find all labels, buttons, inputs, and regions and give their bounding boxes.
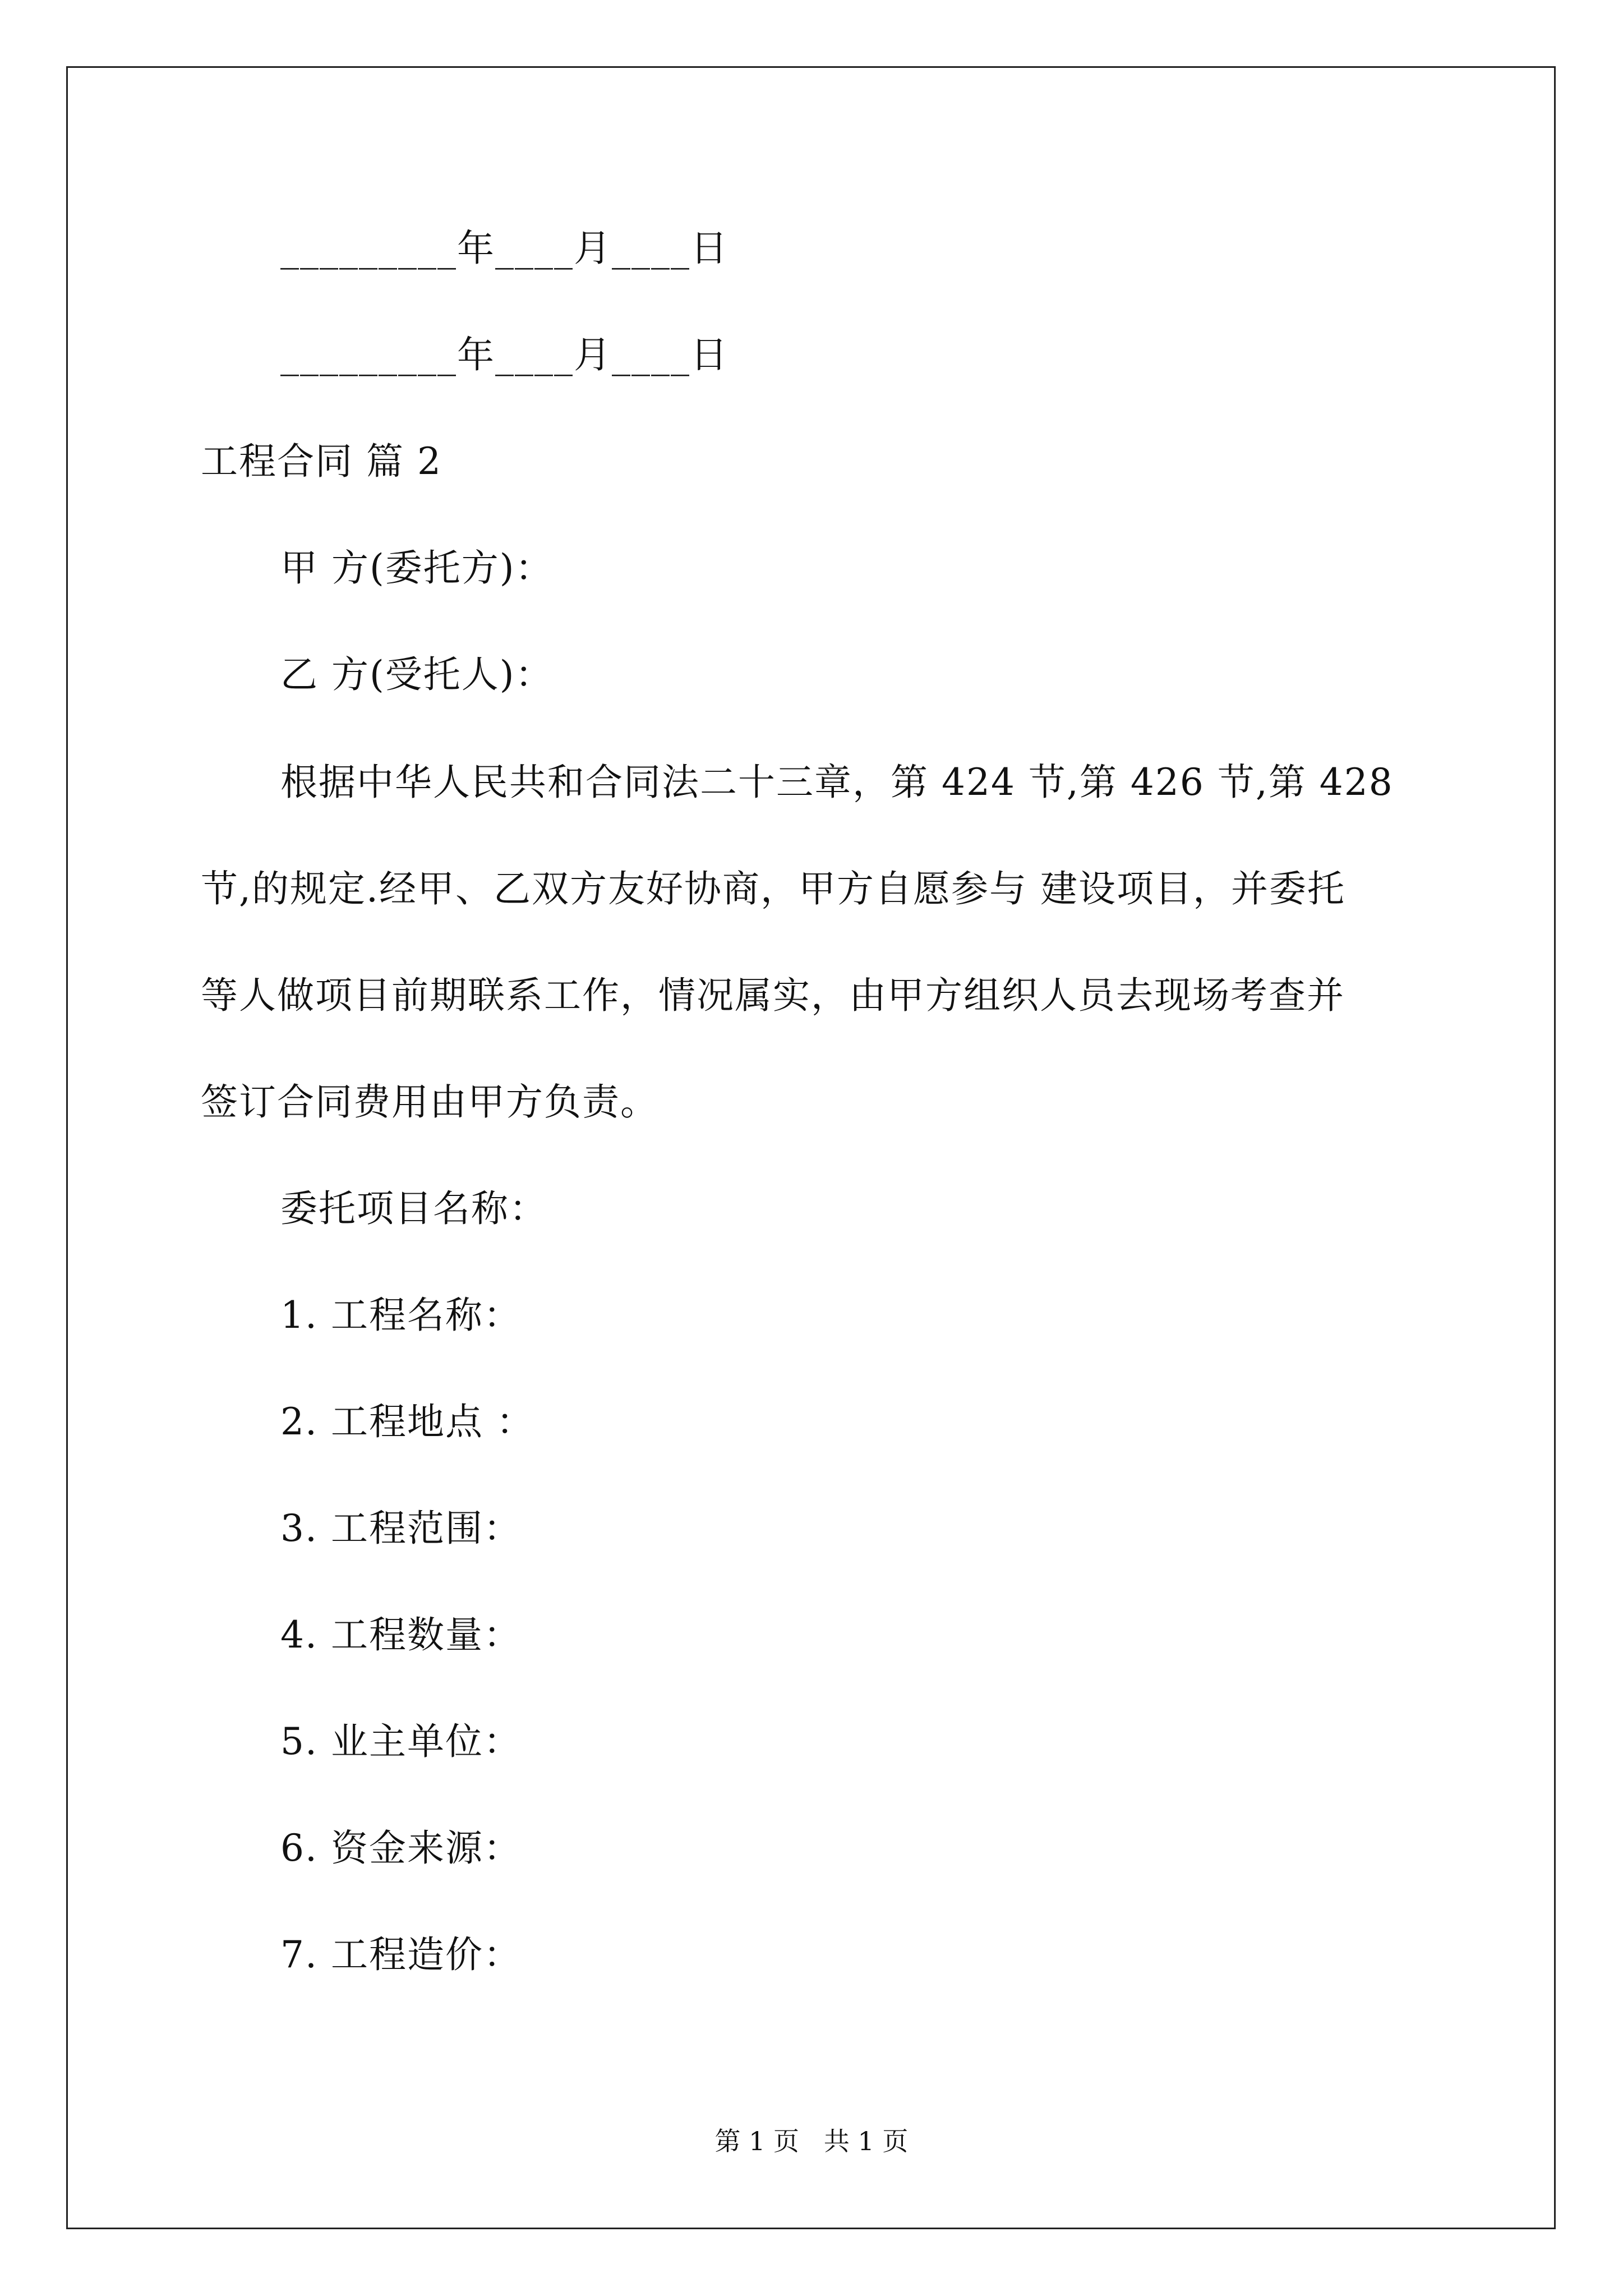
paragraph-line-1: 根据中华人民共和合同法二十三章，第 424 节,第 426 节,第 428 bbox=[280, 761, 1394, 804]
party-b-line: 乙 方(受托人)： bbox=[280, 653, 554, 696]
page-border bbox=[66, 66, 1556, 2229]
party-a-line: 甲 方(委托方)： bbox=[280, 546, 554, 590]
date-line-2: _________年____月____日 bbox=[280, 333, 728, 376]
project-name-label: 委托项目名称： bbox=[280, 1187, 547, 1230]
page-footer: 第 1 页 共 1 页 bbox=[714, 2126, 909, 2156]
list-item: 7. 工程造价： bbox=[280, 1933, 522, 1976]
list-item: 5. 业主单位： bbox=[280, 1720, 522, 1763]
list-item: 1. 工程名称： bbox=[280, 1294, 522, 1337]
list-item: 4. 工程数量： bbox=[280, 1613, 522, 1657]
paragraph-line-2: 节,的规定.经甲、乙双方友好协商，甲方自愿参与 建设项目，并委托 bbox=[201, 867, 1345, 910]
section-heading: 工程合同 篇 2 bbox=[201, 440, 442, 483]
list-item: 6. 资金来源： bbox=[280, 1826, 522, 1870]
list-item: 3. 工程范围： bbox=[280, 1507, 522, 1550]
list-item: 2. 工程地点 ： bbox=[280, 1400, 534, 1443]
paragraph-line-3: 等人做项目前期联系工作，情况属实，由甲方组织人员去现场考查并 bbox=[201, 974, 1345, 1017]
paragraph-line-4: 签订合同费用由甲方负责。 bbox=[201, 1080, 658, 1124]
date-line-1: _________年____月____日 bbox=[280, 227, 728, 270]
